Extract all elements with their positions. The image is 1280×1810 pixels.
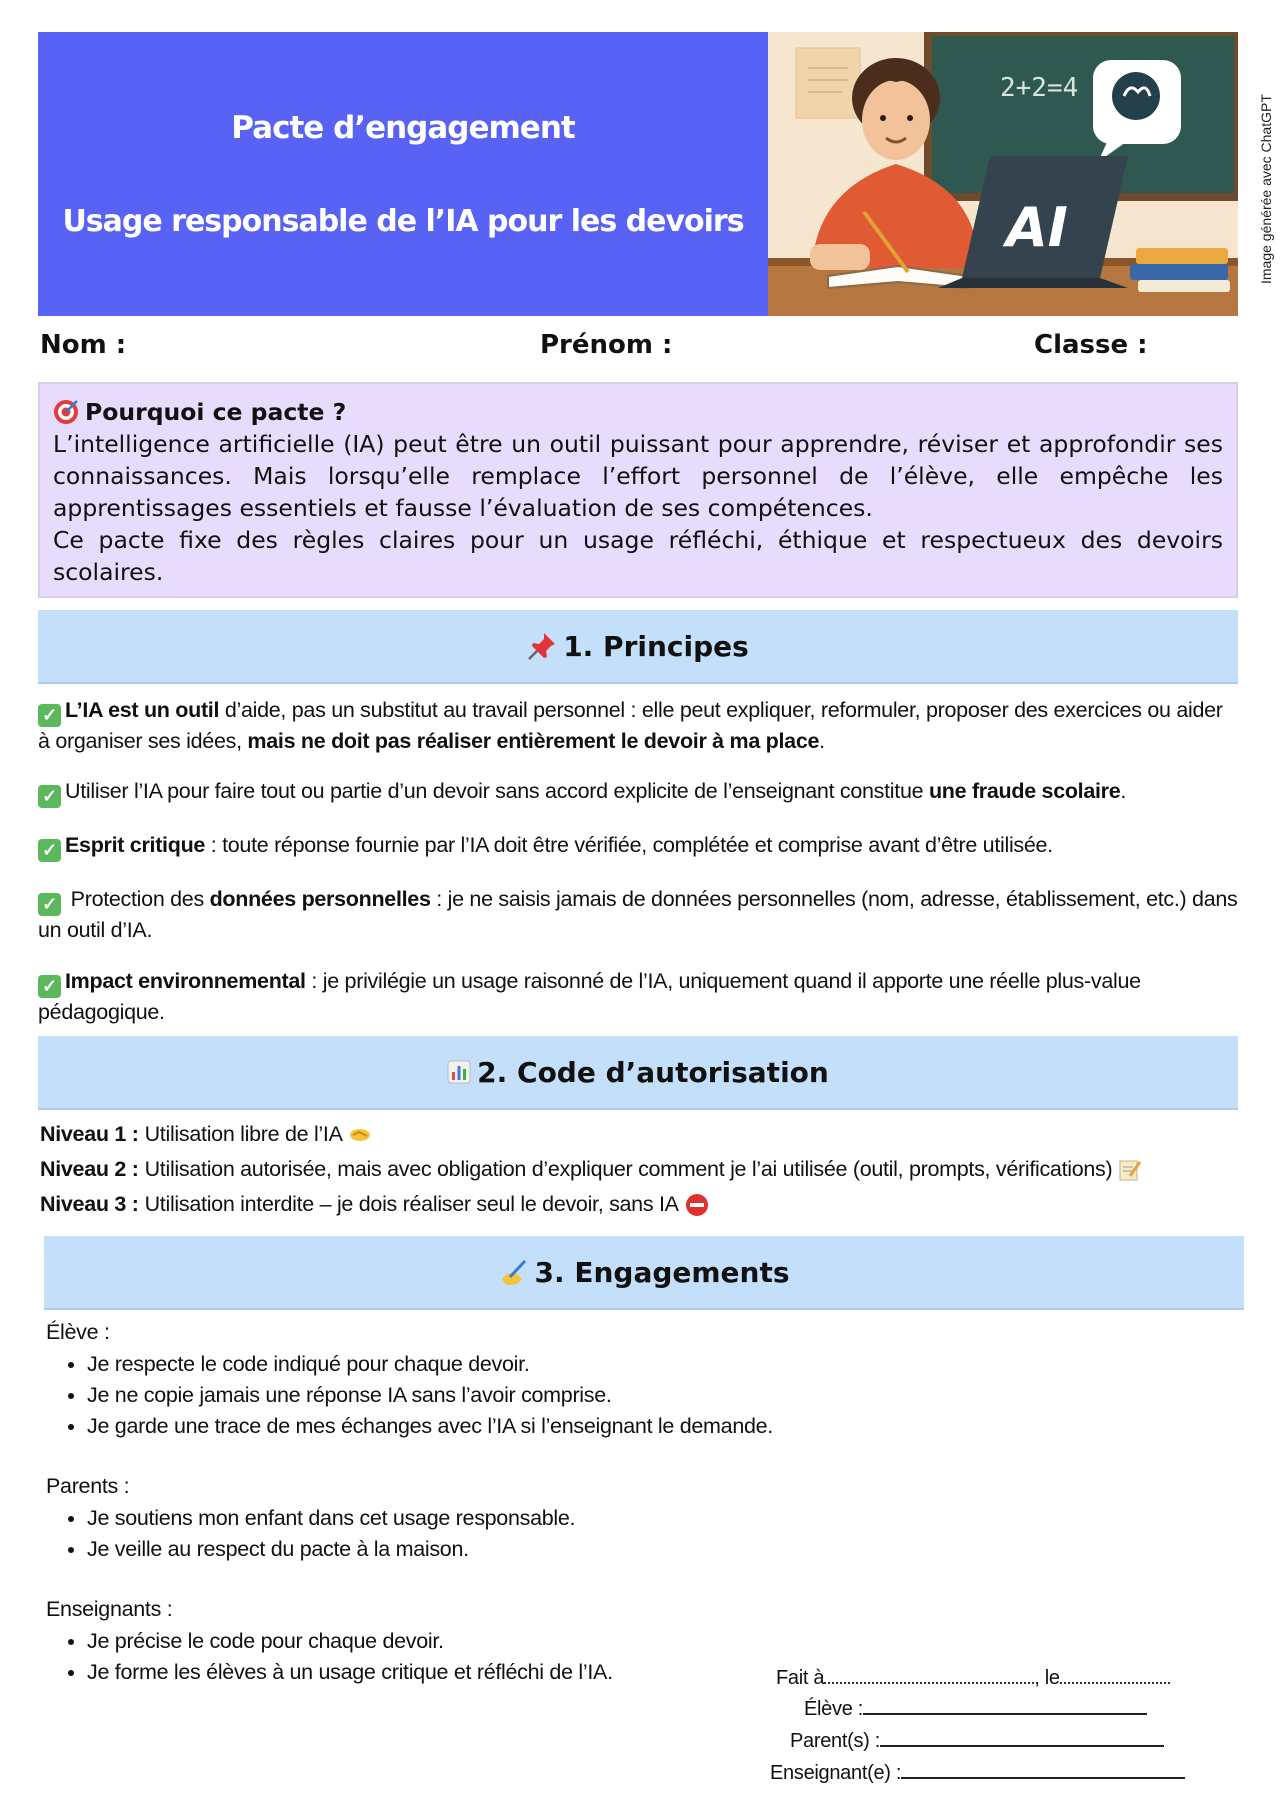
why-paragraph-1: L’intelligence artificielle (IA) peut être un outil puissant pour apprendre, réviser et approfondir ses connaissances. Mais lorsqu’elle remplace l’effort personnel de l’élève, elle empêche les apprentissages essentiels et fausse l’évaluation de ses compétences. [53, 430, 1223, 522]
list-item: • Je précise le code pour chaque devoir. [87, 1626, 613, 1657]
header-text [38, 32, 768, 316]
place-field[interactable] [824, 1676, 1034, 1684]
check-icon: ✓ [38, 704, 61, 727]
engagements-parents [46, 1474, 575, 1565]
code-level-3: Niveau 3 : Utilisation interdite – je dois réaliser seul le devoir, sans IA [40, 1192, 709, 1217]
section-engagements-header: 3. Engagements [44, 1236, 1244, 1310]
header-illustration [768, 32, 1238, 316]
nom-label: Nom : [40, 330, 127, 360]
why-title: Pourquoi ce pacte ? [53, 396, 1223, 428]
list-item: • Je ne copie jamais une réponse IA sans l’avoir comprise. [87, 1380, 773, 1411]
code-level-1: Niveau 1 : Utilisation libre de l’IA [40, 1122, 371, 1147]
principle-item: ✓ Esprit critique : toute réponse fournie par l’IA doit être vérifiée, complétée et comprise avant d’être utilisée. [38, 831, 1238, 862]
no-entry-icon [685, 1193, 709, 1217]
principle-item: ✓ Protection des données personnelles : je ne saisis jamais de données personnelles (nom, adresse, établissement, etc.) dans un outil d’IA. [38, 887, 1238, 942]
header-banner [38, 32, 1238, 316]
prenom-label: Prénom : [540, 330, 673, 360]
check-icon: ✓ [38, 975, 61, 998]
date-field[interactable] [1060, 1676, 1170, 1684]
signature-parents: Parent(s) : [790, 1730, 1164, 1753]
engagements-enseignants [46, 1597, 613, 1688]
list-item: • Je respecte le code indiqué pour chaque devoir. [87, 1349, 773, 1380]
list-item: • Je veille au respect du pacte à la maison. [87, 1534, 575, 1565]
board-text: 2+2=4 [1000, 73, 1079, 103]
classe-label: Classe : [1034, 330, 1148, 360]
group-title: Parents : [46, 1474, 130, 1498]
why-paragraph-2: Ce pacte fixe des règles claires pour un usage réfléchi, éthique et respectueux des devoirs scolaires. [53, 526, 1223, 586]
check-icon: ✓ [38, 785, 61, 808]
list-item: • Je soutiens mon enfant dans cet usage responsable. [87, 1503, 575, 1534]
check-icon: ✓ [38, 839, 61, 862]
parents-signature-field[interactable] [880, 1739, 1164, 1747]
memo-icon [1118, 1158, 1142, 1182]
identity-fields [40, 330, 1240, 370]
signature-eleve: Élève : [804, 1698, 1147, 1721]
writing-hand-icon [498, 1257, 528, 1287]
list-item: • Je forme les élèves à un usage critique et réfléchi de l’IA. [87, 1657, 613, 1688]
check-icon: ✓ [38, 893, 61, 916]
student-ai-illustration [768, 32, 1238, 316]
target-icon [53, 399, 79, 425]
enseignant-signature-field[interactable] [901, 1771, 1185, 1779]
image-credit: Image générée avec ChatGPT [1258, 94, 1274, 284]
page-subtitle: Usage responsable de l’IA pour les devoirs [62, 203, 744, 239]
laptop-ai-text: AI [1006, 196, 1068, 259]
eleve-signature-field[interactable] [863, 1707, 1147, 1715]
engagements-eleve [46, 1320, 773, 1442]
list-item: • Je garde une trace de mes échanges avec l’IA si l’enseignant le demande. [87, 1411, 773, 1442]
group-title: Élève : [46, 1320, 110, 1344]
section-principes-header: 1. Principes [38, 610, 1238, 684]
bar-chart-icon [447, 1060, 471, 1084]
why-box [38, 382, 1238, 598]
signature-enseignant: Enseignant(e) : [770, 1762, 1185, 1785]
principle-item: ✓ Utiliser l’IA pour faire tout ou partie d’un devoir sans accord explicite de l’enseignant constitue une fraude scolaire. [38, 777, 1238, 808]
signature-place-date: Fait à , le [776, 1667, 1170, 1690]
group-title: Enseignants : [46, 1597, 173, 1621]
principle-item: ✓ Impact environnemental : je privilégie un usage raisonné de l’IA, uniquement quand il apporte une réelle plus-value pédagogique. [38, 969, 1141, 1024]
handshake-icon [349, 1126, 371, 1144]
section-code-header: 2. Code d’autorisation [38, 1036, 1238, 1110]
principle-item: ✓ L’IA est un outil d’aide, pas un substitut au travail personnel : elle peut expliquer, reformuler, proposer des exercices ou aider à organiser ses idées, mais ne doit pas réaliser entièrement le devoir à ma place. [38, 698, 1223, 753]
pushpin-icon [527, 631, 557, 661]
page-title: Pacte d’engagement [231, 109, 575, 146]
brain-icon [1112, 72, 1160, 120]
code-level-2: Niveau 2 : Utilisation autorisée, mais avec obligation d’expliquer comment je l’ai utilisée (outil, prompts, vérifications) [40, 1157, 1142, 1182]
